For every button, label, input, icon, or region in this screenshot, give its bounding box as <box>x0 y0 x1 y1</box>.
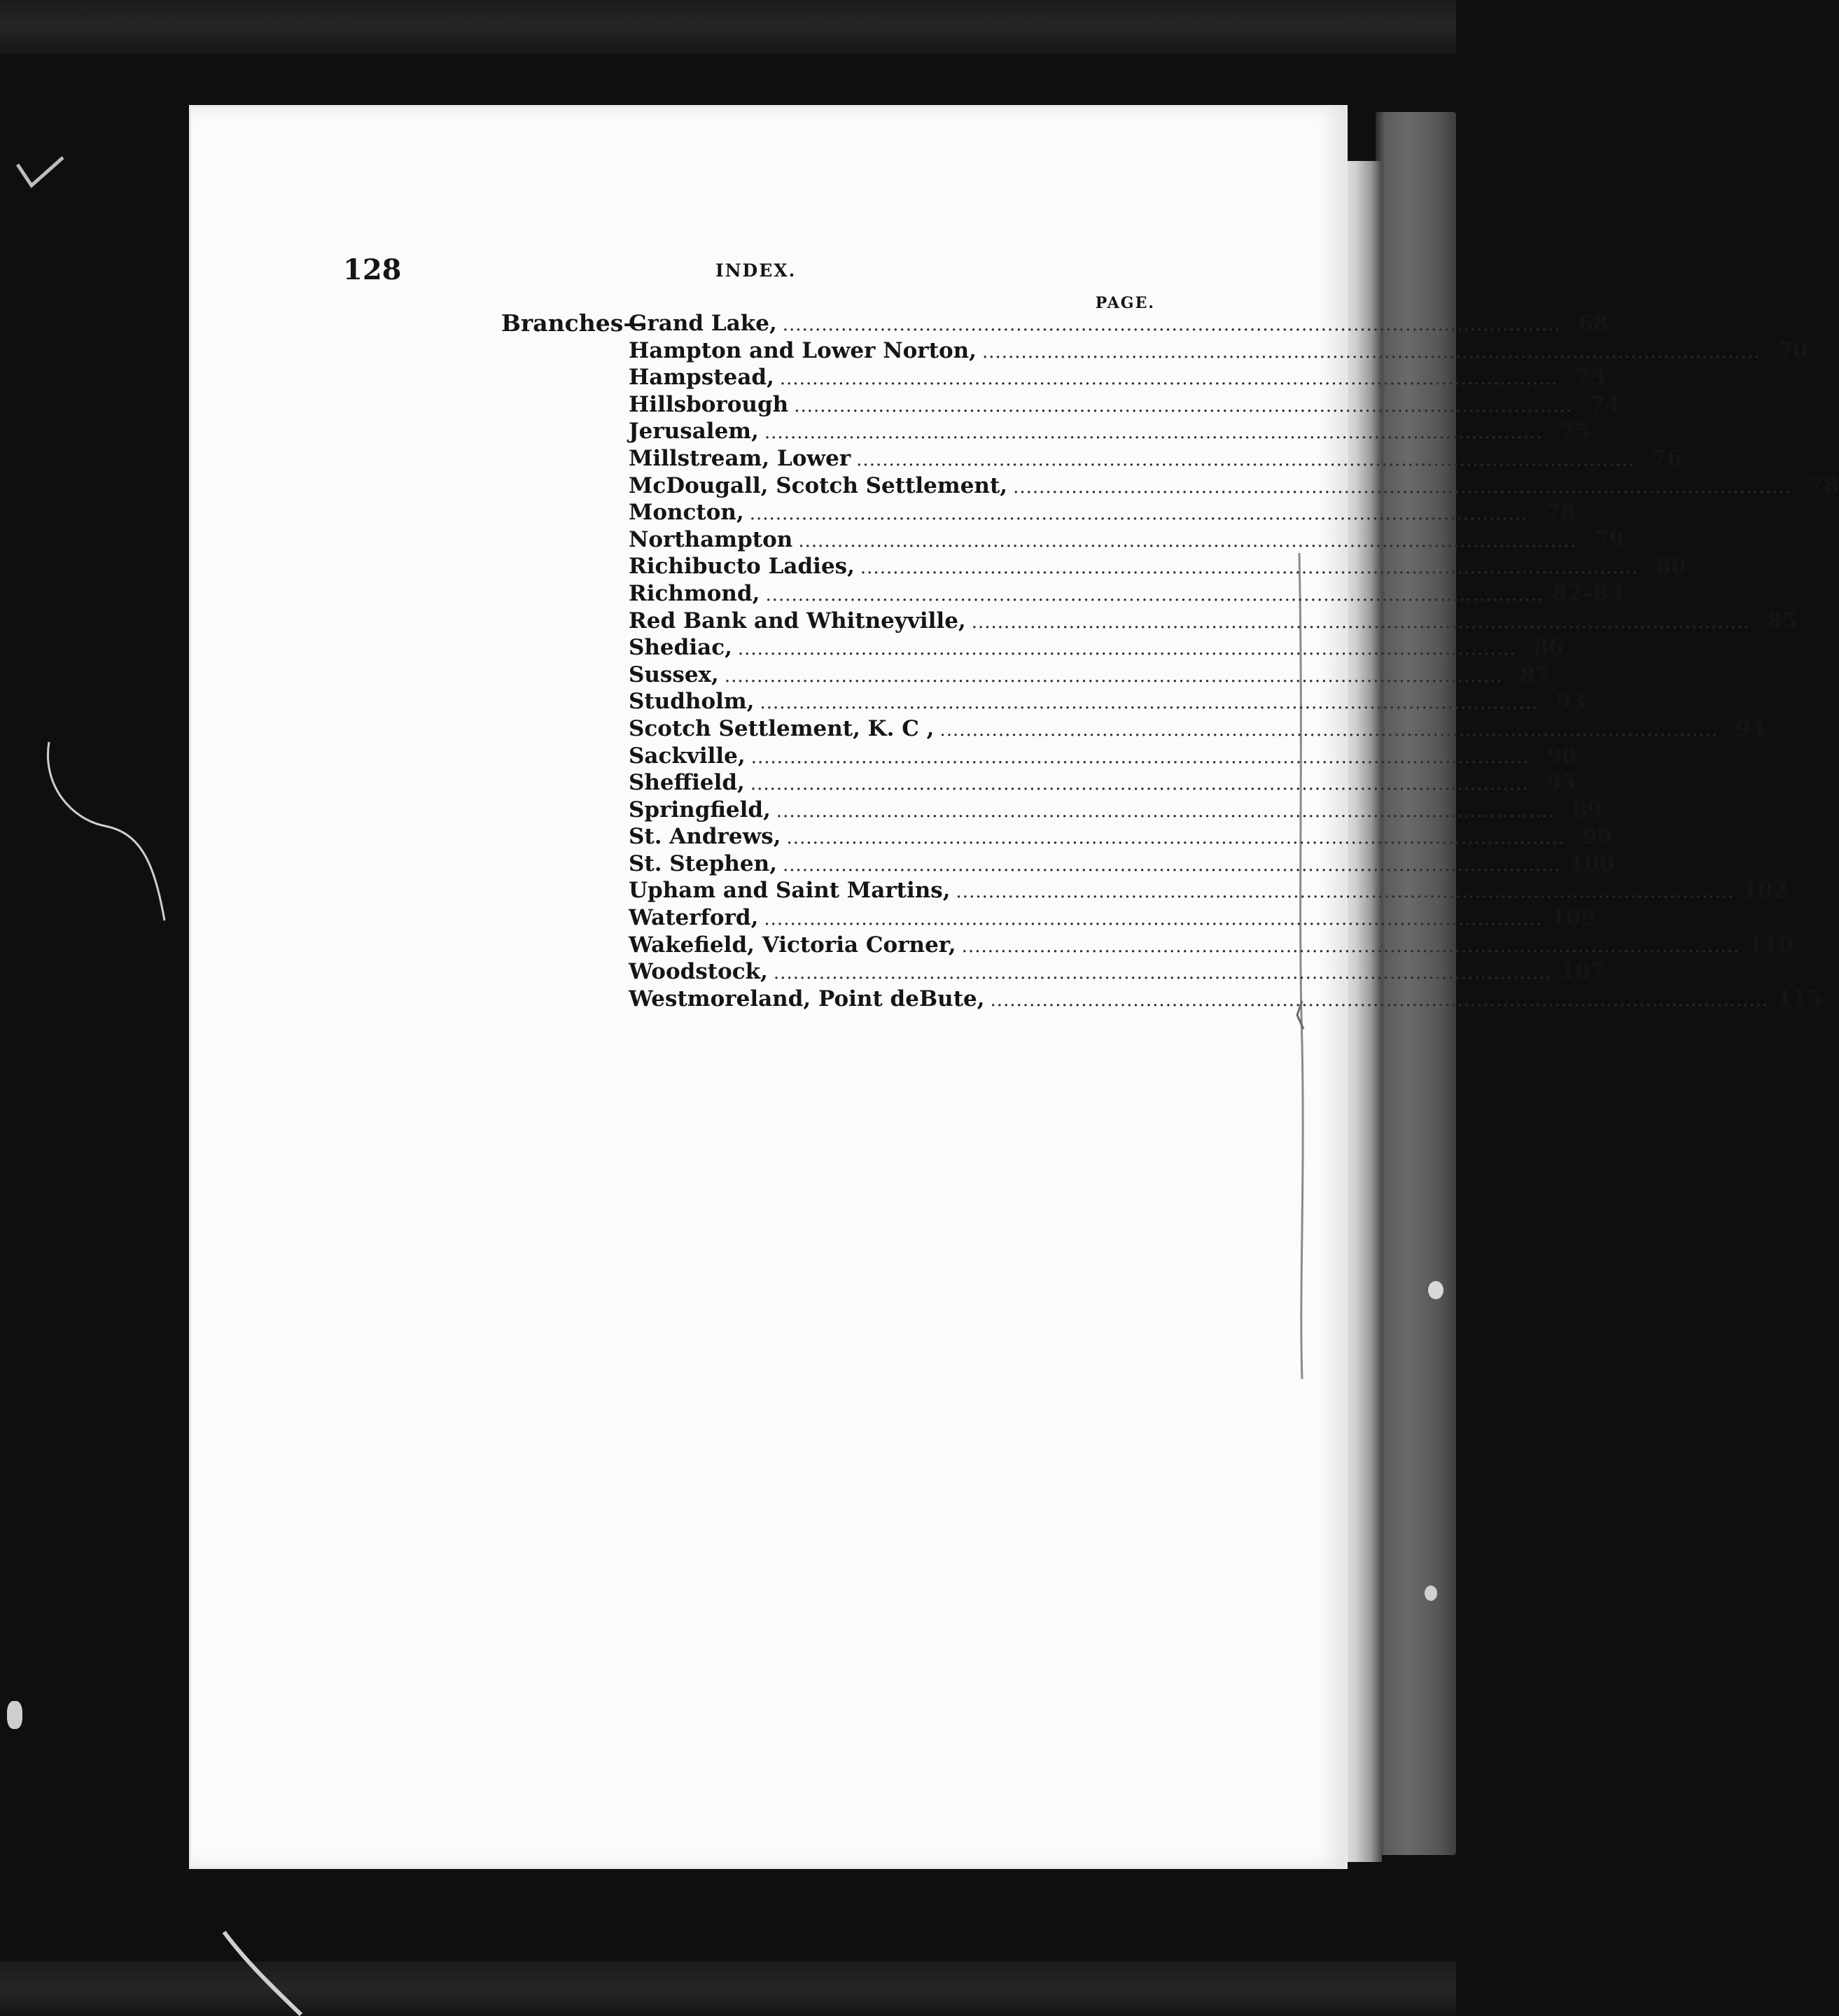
index-entry <box>629 958 1606 986</box>
film-speck <box>1425 1586 1437 1601</box>
dot-leader: ........................................................................................................................ <box>971 611 1750 633</box>
index-entry <box>629 391 1620 419</box>
dot-leader: ........................................................................................................................ <box>765 584 1544 606</box>
entry-page-number: 68 <box>1578 311 1609 336</box>
entry-name: Hampstead, <box>629 365 774 391</box>
index-entry <box>629 634 1564 662</box>
index-entry <box>629 364 1606 391</box>
section-label: Branches— <box>501 309 647 337</box>
film-edge-bottom <box>0 1961 1456 2016</box>
index-entry <box>629 499 1576 526</box>
entry-name: Richmond, <box>629 580 760 606</box>
entry-name: Sussex, <box>629 662 719 687</box>
dot-leader: ........................................................................................................................ <box>779 368 1558 390</box>
entry-name: Red Bank and Whitneyville, <box>629 608 966 634</box>
entry-page-number: 86 <box>1533 635 1564 661</box>
page-number: 128 <box>343 253 402 286</box>
entry-name: Northampton <box>629 526 793 552</box>
entry-page-number: 87 <box>1520 662 1551 687</box>
entry-page-number: 107 <box>1560 959 1606 985</box>
entry-name: Sheffield, <box>629 770 745 796</box>
film-scratch-bottom <box>224 1932 308 2016</box>
entry-page-number: 73 <box>1575 365 1606 391</box>
entry-name: Moncton, <box>629 500 744 526</box>
entry-name: Springfield, <box>629 797 771 822</box>
entry-page-number: 110 <box>1748 932 1794 958</box>
index-entry <box>629 932 1794 959</box>
page-column-header: PAGE. <box>1095 294 1155 312</box>
entry-page-number: 115 <box>1777 986 1823 1011</box>
index-entry <box>629 553 1686 580</box>
entry-name: Hillsborough <box>629 391 789 417</box>
entry-name: Wakefield, Victoria Corner, <box>629 932 956 958</box>
entry-name: Studholm, <box>629 689 755 715</box>
dot-leader: ........................................................................................................................ <box>956 881 1735 903</box>
index-entry <box>629 877 1789 904</box>
index-entry <box>629 850 1615 878</box>
dot-leader: ........................................................................................................................ <box>737 638 1516 660</box>
dot-leader: ........................................................................................................................ <box>764 909 1543 930</box>
entry-name: Waterford, <box>629 905 759 931</box>
index-entries <box>629 310 1839 1012</box>
entry-name: Shediac, <box>629 635 732 661</box>
entry-page-number: 79 <box>1593 526 1625 552</box>
index-entry <box>629 337 1808 365</box>
entry-page-number: 95 <box>1546 770 1576 796</box>
entry-name: St. Andrews, <box>629 824 781 850</box>
index-entry <box>629 986 1823 1013</box>
index-entry <box>629 715 1766 743</box>
entry-name: Sackville, <box>629 743 746 769</box>
entry-page-number: 82–83 <box>1552 580 1623 606</box>
index-entry <box>629 769 1576 797</box>
dot-leader: ........................................................................................................................ <box>856 449 1635 470</box>
entry-page-number: 109 <box>1551 905 1596 931</box>
film-speck <box>7 1701 22 1729</box>
dot-leader: ........................................................................................................................ <box>749 503 1528 525</box>
dot-leader: ........................................................................................................................ <box>939 719 1719 741</box>
entry-name: Scotch Settlement, K. C , <box>629 715 935 741</box>
index-entry <box>629 662 1551 689</box>
index-entry <box>629 580 1623 608</box>
film-speck <box>1428 1281 1443 1299</box>
dot-leader: ........................................................................................................................ <box>776 800 1555 822</box>
dot-leader: ........................................................................................................................ <box>764 422 1543 444</box>
running-head: INDEX. <box>715 260 797 281</box>
dot-leader: ........................................................................................................................ <box>760 692 1539 714</box>
entry-name: Hampton and Lower Norton, <box>629 337 977 363</box>
entry-page-number: 99 <box>1582 824 1613 850</box>
film-scratch-left <box>42 742 182 924</box>
entry-page-number: 100 <box>1569 850 1615 876</box>
entry-name: Westmoreland, Point deBute, <box>629 986 985 1011</box>
index-entry <box>629 310 1609 337</box>
index-entry <box>629 797 1602 824</box>
index-entry <box>629 418 1590 445</box>
index-entry <box>629 904 1596 932</box>
index-entry <box>629 688 1586 715</box>
dot-leader: ........................................................................................................................ <box>1013 476 1791 498</box>
entry-name: McDougall, Scotch Settlement, <box>629 472 1008 498</box>
dot-leader: ........................................................................................................................ <box>783 854 1561 876</box>
entry-page-number: 90 <box>1546 743 1577 769</box>
index-entry <box>629 526 1625 554</box>
dot-leader: ........................................................................................................................ <box>786 827 1565 849</box>
dot-leader: ........................................................................................................................ <box>961 935 1740 957</box>
entry-name: Grand Lake, <box>629 311 777 336</box>
entry-page-number: 80 <box>1656 554 1686 580</box>
dot-leader: ........................................................................................................................ <box>990 989 1769 1011</box>
entry-page-number: 75 <box>1560 419 1590 444</box>
entry-page-number: 78 <box>1808 472 1839 498</box>
entry-page-number: 78 <box>1545 500 1576 526</box>
entry-page-number: 85 <box>1767 608 1798 634</box>
film-scratch-corner <box>14 150 70 192</box>
index-entry <box>629 472 1839 500</box>
dot-leader: ........................................................................................................................ <box>750 774 1529 795</box>
index-entry <box>629 608 1798 635</box>
index-entry <box>629 445 1682 472</box>
entry-page-number: 76 <box>1651 445 1682 471</box>
dot-leader: ........................................................................................................................ <box>782 314 1561 335</box>
entry-name: St. Stephen, <box>629 850 777 876</box>
entry-page-number: 89 <box>1572 797 1602 822</box>
dot-leader: ........................................................................................................................ <box>750 746 1530 768</box>
dot-leader: ........................................................................................................................ <box>981 341 1761 363</box>
entry-page-number: 70 <box>1777 337 1808 363</box>
dot-leader: ........................................................................................................................ <box>724 665 1503 687</box>
entry-name: Woodstock, <box>629 959 768 985</box>
dot-leader: ........................................................................................................................ <box>860 557 1639 579</box>
entry-page-number: 102 <box>1742 878 1789 904</box>
index-entry <box>629 743 1577 770</box>
entry-page-number: 74 <box>1589 391 1620 417</box>
entry-page-number: 94 <box>1735 715 1766 741</box>
dot-leader: ........................................................................................................................ <box>798 530 1577 552</box>
dot-leader: ........................................................................................................................ <box>794 395 1572 416</box>
entry-name: Upham and Saint Martins, <box>629 878 951 904</box>
entry-name: Richibucto Ladies, <box>629 554 855 580</box>
dot-leader: ........................................................................................................................ <box>773 962 1552 984</box>
entry-name: Jerusalem, <box>629 419 759 444</box>
entry-name: Millstream, Lower <box>629 445 851 471</box>
entry-page-number: 93 <box>1555 689 1586 715</box>
film-edge-top <box>0 0 1456 55</box>
index-entry <box>629 823 1613 850</box>
